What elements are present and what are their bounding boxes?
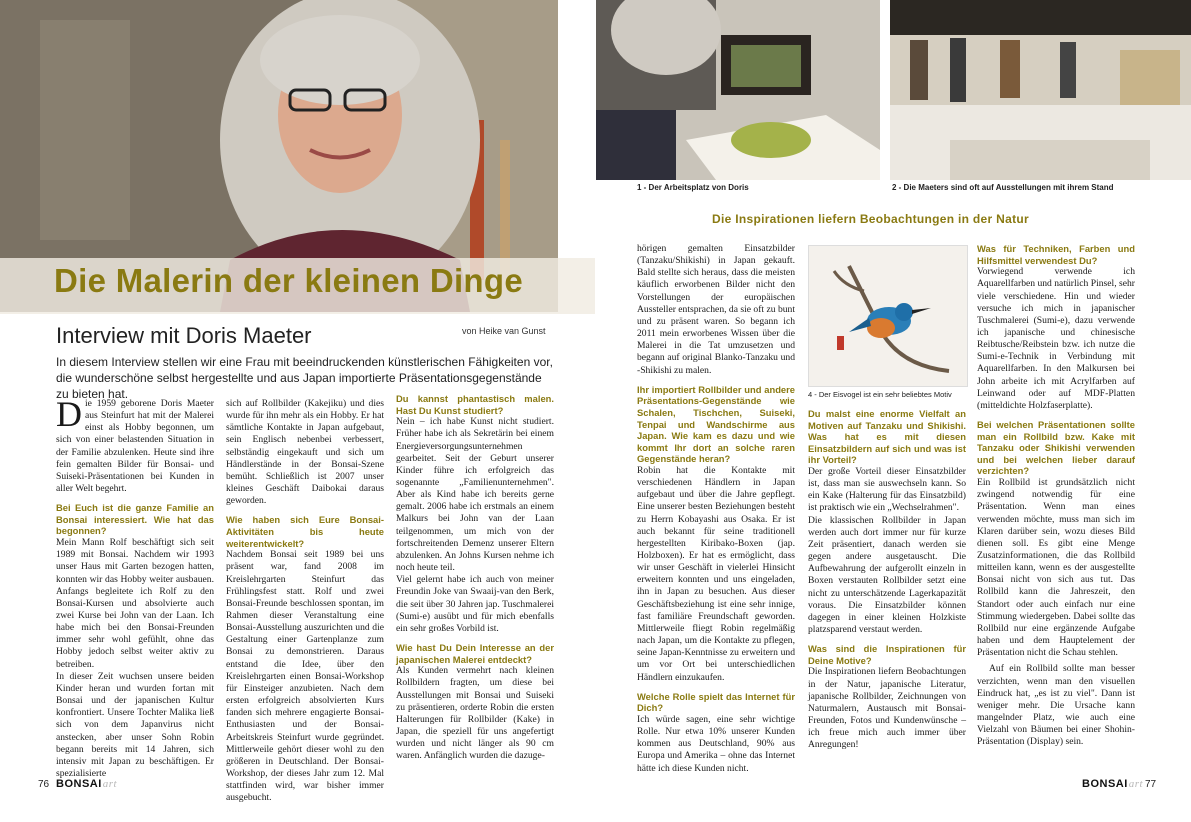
text-column-1 [56,394,214,779]
logo-suffix: art [102,778,118,790]
caption-photo-4: 4 - Der Eisvogel ist ein sehr beliebtes Motiv [808,390,952,399]
paragraph: Der große Vorteil dieser Einsatzbilder ist, dass man sie auswechseln kann. So ein Kake (Halterung für das Einsatzbild) ist praktisch wie ein „Wechselrahmen". [808,465,966,514]
article-subtitle: Interview mit Doris Maeter [56,323,312,348]
text-column-6 [977,243,1135,760]
paragraph: Ein Rollbild ist grundsätzlich nicht zwingend notwendig für eine Präsentation. Wenn man eines verwenden möchte, muss man sich im Klaren darüber sein, wozu dieses Bild dienen soll. Es gibt eine Menge Zusatzinformationen, die das Rollbild mitteilen kann, wenn es der ausgestellte Bonsai nicht von sich aus tut. Das Rollbild kann die Jahreszeit, den Standort oder auch einfach nur eine Stimmung wiedergeben. Dabei sollte das Rollbild nur eine ergänzende Aufgabe haben und dem Hauptelement der Präsentation nicht die Schau stehlen. [977,477,1135,659]
page-number-right: 77 [1145,779,1157,790]
text-column-5 [808,408,966,760]
question-heading: Bei Euch ist die ganze Familie an Bonsai interessiert. Wie hat das begonnen? [56,502,214,537]
paragraph: Als Kunden vermehrt nach kleinen Rollbildern fragten, um diese bei Ausstellungen mit Bonsai und Suiseki zu präsentieren, orderte Robin die ersten Halterungen für Rollbilder (Kake) in Japan, die speziell für uns angefertigt wurden und nicht länger als 90 cm waren. Anfänglich wurden die dazuge- [396,665,554,762]
text-column-4 [637,243,795,774]
caption-photo-2: 2 - Die Maeters sind oft auf Ausstellungen mit ihrem Stand [892,183,1114,192]
paragraph [56,394,214,495]
paragraph: Die klassischen Rollbilder in Japan werden auch dort immer nur für kurze Zeit präsentiert, danach werden sie gegen andere ausgetauscht. Die Aufbewahrung der aufgerollt einzeln in Boxen verstauten Rollbilder setzt eine nicht zu unterschätzende Lagerkapazität voraus. Die Einsatzbilder können dagegen in einer kleinen Holzkiste platzsparend verstaut werden. [808,514,966,635]
paragraph: Ich würde sagen, eine sehr wichtige Rolle. Nur etwa 10% unserer Kunden kommen aus Deutschland, 90% aus Europa und Amerika – ohne das Internet hätte ich diese Kunden nicht. [637,713,795,774]
question-heading: Ihr importiert Rollbilder und andere Präsentations-Gegenstände wie Schalen, Tischchen, Suiseki, Tenpai und Wandschirme aus Japan. Wie kam es dazu und wie kommt Ihr dort an solche raren Gegenstände heran? [637,383,795,465]
question-heading: Welche Rolle spielt das Internet für Dich? [637,690,795,714]
photo-exhibition-stand [890,0,1191,180]
section-heading: Die Inspirationen liefern Beobachtungen in der Natur [712,212,1029,226]
question-heading: Du malst eine enorme Vielfalt an Motiven auf Tanzaku und Shikishi. Was hat es mit diesen Einsatzbildern auf sich und was ist ihr Vorteil? [808,408,966,466]
byline: von Heike van Gunst [462,326,546,336]
drop-cap: D [56,394,82,434]
question-heading: Bei welchen Präsentationen sollte man ein Rollbild bzw. Kake mit Tanzaku oder Shikishi verwenden und bei welchen lieber darauf verzichten? [977,419,1135,477]
paragraph: Die Inspirationen liefern Beobachtungen in der Natur, japanische Literatur, japanische Rollbilder, Zeichnungen von Naturmalern, Austausch mit Bonsai-Freunden, Fotos und Kundenwünsche – ich freue mich auch immer über Anregungen! [808,666,966,751]
paragraph: Robin hat die Kontakte mit verschiedenen Händlern in Japan aufgebaut und über die Jahre gepflegt. Eine unserer besten Beziehungen besteht zu Herrn Kobayashi aus Osaka. Er ist auch bekannt für seine traditionell hergestellten Kiribako-Boxen (jap. Holzboxen). Er hat es ermöglicht, dass wir unser Geschäft in vielerlei Hinsicht erweitern konnten und uns eingeladen, ihn in Japan zu besuchen. Aus dieser Geschäftsbeziehung ist eine sehr innige, fast familiäre Freundschaft geworden. Mittlerweile fliegt Robin regelmäßig nach Japan, um die Kontakte zu pflegen, seine Japan-Kenntnisse zu erweitern und um vor Ort bei unterschiedlichen Händlern einzukaufen. [637,464,795,683]
workplace-illustration [596,0,880,180]
paragraph: Viel gelernt habe ich auch von meiner Freundin Joke van Swaaij-van den Berk, die seit über 30 Jahren jap. Tuschmalerei (Sumi-e) ausübt und für mich ebenfalls ein sehr großes Vorbild ist. [396,574,554,634]
paragraph: Vorwiegend verwende ich Aquarellfarben und natürlich Pinsel, sehr viele verschiedene. Hin und wieder versuche ich mich in japanischer Tuschmalerei (Sumi-e), dazu verwende ich japanische und chinesische Reibtusche/Reibstein bzw. ich nutze die Sumi-e-Technik in Verbindung mit Aquarellfarben. In den Malkursen bei John arbeite ich mit Acrylfarben auf Leinwand oder auf MDF-Platten (mitteldichte Holzfaserplatte). [977,266,1135,411]
logo-text: BONSAI [1082,778,1128,790]
caption-photo-1: 1 - Der Arbeitsplatz von Doris [637,183,749,192]
paragraph: Nachdem Bonsai seit 1989 bei uns präsent war, fand 2008 im Kreislehrgarten Steinfurt das Frühlingsfest statt. Rolf und zwei Bonsai-Freunde beschlossen spontan, im Rahmen dieser Veranstaltung eine Bonsai-Ausstellung auszurichten und die Gestaltung einer Gartenplanze zum Bonsai zu demonstrieren. Daraus entstand die Idee, über den Kreislehrgarten einen Bonsai-Workshop für Einsteiger anzubieten. Nach dem ersten erfolgreich absolvierten Kurs fanden sich mehrere engagierte Bonsai-Enthusiasten und der Bonsai-Arbeitskreis Steinfurt wurde gegründet. Mittlerweile gehört dieser wohl zu den größeren in Deutschland. Der Bonsai-Workshop, der dieses Jahr zum 12. Mal stattfinden wird, war bisher immer ausgebucht. [226,549,384,804]
question-heading: Was sind die Inspirationen für Deine Motive? [808,643,966,666]
paragraph: In dieser Zeit wuchsen unsere beiden Kinder heran und wurden fortan mit Bonsai und der japanischen Kultur konfrontiert. Unsere Tochter Malika ließ sich von dem Japanvirus nicht anstecken, aber unser Sohn Robin begann bereits mit 14 Jahren, sich intensiv mit Japan zu beschäftigen. Er spezialisierte [56,670,214,779]
logo-text: BONSAI [56,778,102,790]
paragraph: Mein Mann Rolf beschäftigt sich seit 1989 mit Bonsai. Nachdem wir 1993 unser Haus mit Garten bezogen hatten, konnten wir das Hobby weiter ausbauen. Anfangs begleitete ich Rolf zu den Bonsai-Kursen und absolvierte auch zwei Kurse bei John van der Laan. Ich habe mich bei den Bonsai-Freunden immer sehr wohl gefühlt, ohne das Hobby jedoch selbst weiter aktiv zu betreiben. [56,537,214,670]
magazine-logo-right [1082,778,1143,790]
question-heading: Wie haben sich Eure Bonsai-Aktivitäten bis heute weiterentwickelt? [226,514,384,549]
kingfisher-illustration [809,246,967,386]
article-intro: In diesem Interview stellen wir eine Frau mit beeindruckenden künstlerischen Fähigkeiten vor, die wunderschöne selbst hergestellte und aus Japan importierte Präsentationsgegenstände zu bieten hat. [56,355,553,401]
paragraph: Auf ein Rollbild sollte man besser verzichten, wenn man den visuellen Eindruck hat, „es ist zu viel". Dann ist weniger mehr. Die Ursache kann mangelnder Platz, wie auch eine Vielzahl von Bäumen bei einer Shohin-Präsentation (Display) sein. [977,663,1135,748]
paragraph-text: ie 1959 geborene Doris Maeter aus Steinfurt hat mit der Malerei einst als Hobby begonnen, um sich von einer belastenden Situation in der Familie abzulenken. Heute sind ihre fein gemalten Bilder für Bonsai- und Suiseki-Präsentationen bei Kunden in aller Welt begehrt. [56,398,214,495]
photo-workplace [596,0,880,180]
exhibition-illustration [890,0,1191,180]
article-title: Die Malerin der kleinen Dinge [54,262,523,299]
logo-suffix: art [1128,778,1144,790]
question-heading: Du kannst phantastisch malen. Hast Du Kunst studiert? [396,393,554,416]
magazine-logo-left [56,778,117,790]
paragraph: sich auf Rollbilder (Kakejiku) und dies wurde für ihn mehr als ein Hobby. Er hat sämtliche Kontakte in Japan aufgebaut, sein Englisch nebenbei verbessert, selbständig eingekauft und sich um Händlerstände in der Bonsai-Szene bemüht. Schließlich ist 2007 unser kleines Geschäft Daibokai daraus geworden. [226,398,384,507]
photo-kingfisher [808,245,968,387]
paragraph: hörigen gemalten Einsatzbilder (Tanzaku/Shikishi) in Japan gekauft. Bald stellte sich heraus, dass die meisten käuflich erworbenen Bilder nicht den Vorstellungen der europäischen Aussteller entsprachen, da sie oft zu bunt und zu präsent waren. So begann ich 2011 mein erworbenes Wissen über die Malerei in die Tat umzusetzen und begann auf original Blanko-Tanzaku und -Shikishi zu malen. [637,243,795,376]
paragraph: Nein – ich habe Kunst nicht studiert. Früher habe ich als Sekretärin bei einem Energieversorgungsunternehmen gearbeitet. Seit der Geburt unserer Kinder führe ich erfolgreich das sogenannte „Familienunternehmen". Aber als Kind habe ich bereits gerne gemalt. 2006 habe ich erstmals an einem Malkurs bei John van der Laan teilgenommen, um mich von der fortschreitenden Demenz unserer Eltern abzulenken. An Johns Kursen nehme ich noch heute teil. [396,416,554,574]
page-number-left: 76 [38,779,50,790]
question-heading: Wie hast Du Dein Interesse an der japanischen Malerei entdeckt? [396,642,554,665]
question-heading: Was für Techniken, Farben und Hilfsmittel verwendest Du? [977,243,1135,266]
text-column-2 [226,398,384,804]
text-column-3 [396,393,554,760]
